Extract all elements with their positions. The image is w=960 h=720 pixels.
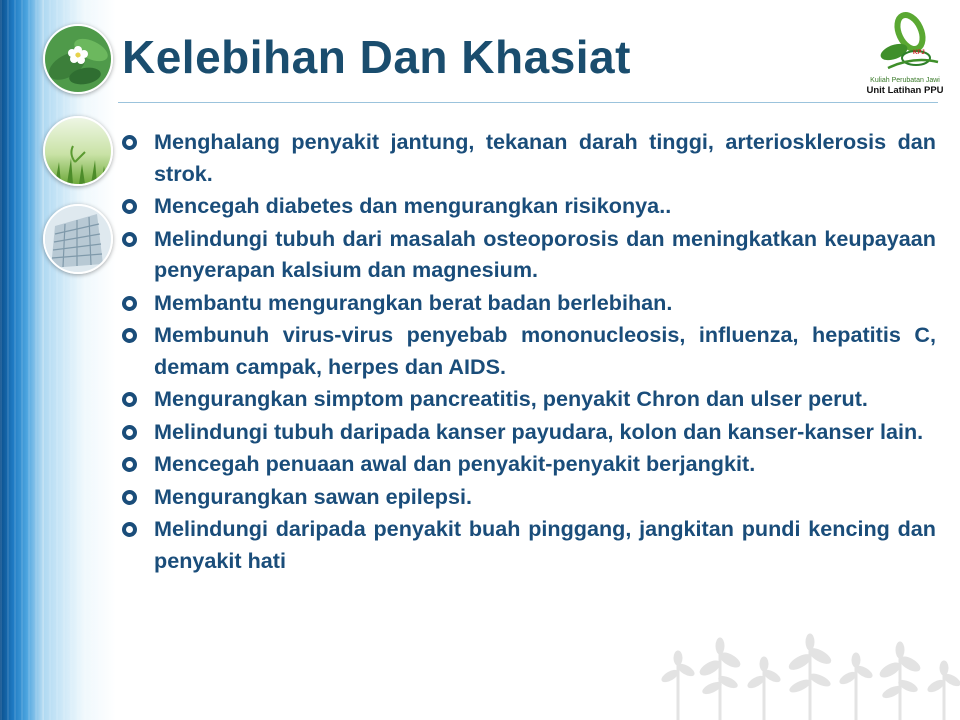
list-item: [118, 383, 936, 415]
bullet-icon: [122, 457, 137, 472]
side-decor-lines: [0, 0, 116, 720]
logo-unit-line: Unit Latihan PPU: [866, 85, 944, 96]
list-item: [118, 448, 936, 480]
bullet-icon: [122, 296, 137, 311]
list-item: [118, 416, 936, 448]
bullet-icon: [122, 490, 137, 505]
list-item-text: Mencegah diabetes dan mengurangkan risikonya..: [154, 193, 672, 218]
list-item-text: Melindungi tubuh dari masalah osteoporosis dan meningkatkan keupayaan penyerapan kalsium dan magnesium.: [154, 225, 936, 282]
list-item-text: Menghalang penyakit jantung, tekanan darah tinggi, arteriosklerosis dan strok.: [154, 129, 936, 186]
list-item-text: Mencegah penuaan awal dan penyakit-penyakit berjangkit.: [154, 451, 756, 476]
page-title: Kelebihan Dan Khasiat: [122, 31, 631, 83]
list-item-text: Membunuh virus-virus penyebab mononucleosis, influenza, hepatitis C, demam campak, herpes dan AIDS.: [154, 322, 936, 379]
list-item: [118, 223, 936, 286]
bullet-icon: [122, 199, 137, 214]
grass-sprout-photo: [43, 116, 113, 186]
logo-org-line: Kuliah Perubatan Jawi: [870, 77, 940, 84]
bullet-icon: [122, 328, 137, 343]
list-item: [118, 513, 936, 576]
list-item: [118, 287, 936, 319]
benefits-list: [118, 126, 936, 577]
bullet-icon: [122, 425, 137, 440]
list-item: [118, 319, 936, 382]
kpj-logo: [858, 10, 952, 98]
bullet-icon: [122, 232, 137, 247]
list-item-text: Membantu mengurangkan berat badan berlebihan.: [154, 289, 673, 315]
leaf-flower-photo: [43, 24, 113, 94]
list-item-text: Melindungi tubuh daripada kanser payudara, kolon dan kanser-kanser lain.: [154, 418, 924, 444]
bullet-icon: [122, 392, 137, 407]
list-item: [118, 481, 936, 513]
title-divider: [118, 102, 938, 103]
list-item-text: Mengurangkan simptom pancreatitis, penyakit Chron dan ulser perut.: [154, 386, 868, 411]
plants-decoration: [660, 632, 960, 720]
logo-mark-text: KPJ: [913, 50, 925, 56]
bullet-icon: [122, 522, 137, 537]
logo-mark-icon: [858, 10, 952, 76]
building-photo: [43, 204, 113, 274]
list-item: [118, 126, 936, 189]
list-item-text: Melindungi daripada penyakit buah pinggang, jangkitan pundi kencing dan penyakit hati: [154, 516, 936, 573]
list-item: [118, 190, 936, 222]
list-item-text: Mengurangkan sawan epilepsi.: [154, 483, 472, 509]
bullet-icon: [122, 135, 137, 150]
